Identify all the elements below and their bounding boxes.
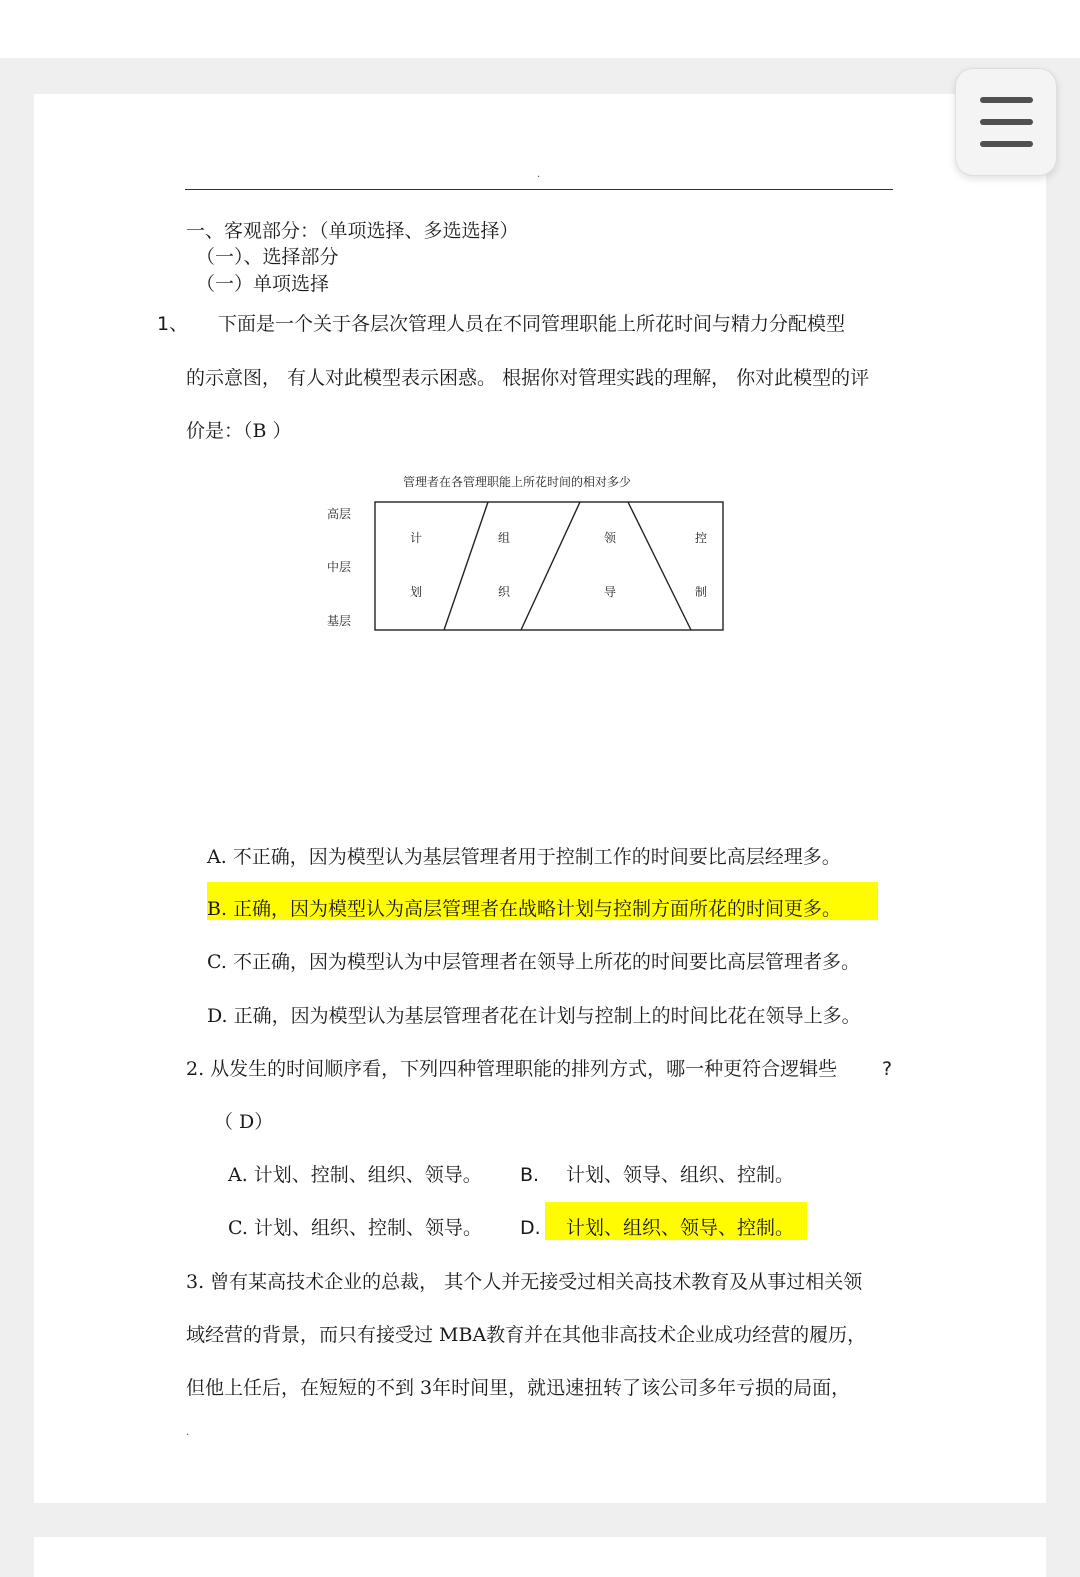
level-label-middle: 中层 (327, 560, 352, 574)
answer-text: （ D） (214, 1111, 274, 1133)
time-allocation-diagram (300, 468, 740, 638)
function-label: 制 (695, 585, 708, 599)
subsection-title: （一）、选择部分 (196, 246, 339, 268)
divider-organizing-leading (521, 502, 580, 630)
option-d: D. 正确，因为模型认为基层管理者花在计划与控制上的时间比花在领导上多。 (207, 1005, 861, 1027)
question-mark: ? (882, 1058, 893, 1080)
level-label-top: 高层 (327, 507, 352, 521)
menu-icon-bar (980, 141, 1033, 147)
option-b: B. 正确，因为模型认为高层管理者在战略计划与控制方面所花的时间更多。 (207, 898, 842, 920)
header-dot: · (537, 172, 541, 183)
function-label: 计 (410, 531, 423, 545)
option-c: C. 计划、组织、控制、领导。 (228, 1217, 482, 1239)
option-b-label: B. (520, 1164, 540, 1186)
header-rule (185, 189, 893, 190)
question-text: 但他上任后，在短短的不到 3年时间里，就迅速扭转了该公司多年亏损的局面， (186, 1377, 851, 1399)
question-text: 的示意图， 有人对此模型表示困惑。 根据你对管理实践的理解， 你对此模型的评 (186, 367, 870, 389)
function-label: 织 (498, 585, 511, 599)
hamburger-menu-icon (980, 97, 1033, 103)
top-bar (0, 0, 1080, 58)
question-text: 价是：（B ） (186, 420, 292, 442)
level-label-bottom: 基层 (327, 614, 352, 628)
function-label: 领 (604, 531, 617, 545)
hamburger-menu-button[interactable] (955, 68, 1057, 176)
question-number: 1、 (157, 313, 189, 335)
question-text: 2. 从发生的时间顺序看，下列四种管理职能的排列方式，哪一种更符合逻辑些 (186, 1058, 838, 1080)
function-label: 导 (604, 585, 617, 599)
question-text: 域经营的背景，而只有接受过 MBA教育并在其他非高技术企业成功经营的履历， (186, 1324, 867, 1346)
option-a: A. 不正确，因为模型认为基层管理者用于控制工作的时间要比高层经理多。 (207, 846, 841, 868)
question-text: 3. 曾有某高技术企业的总裁， 其个人并无接受过相关高技术教育及从事过相关领 (186, 1271, 863, 1293)
footer-dot: · (186, 1430, 190, 1441)
option-a: A. 计划、控制、组织、领导。 (228, 1164, 482, 1186)
subsection-title: （一）单项选择 (196, 273, 330, 295)
divider-leading-controlling (628, 502, 691, 630)
function-label: 组 (498, 531, 511, 545)
diagram-frame (375, 502, 723, 630)
option-c: C. 不正确，因为模型认为中层管理者在领导上所花的时间要比高层管理者多。 (207, 951, 860, 973)
option-d: 计划、组织、领导、控制。 (566, 1217, 795, 1239)
function-label: 控 (695, 531, 708, 545)
question-text: 下面是一个关于各层次管理人员在不同管理职能上所花时间与精力分配模型 (218, 313, 846, 335)
option-d-label: D. (520, 1217, 541, 1239)
menu-icon-bar (980, 119, 1033, 125)
divider-planning-organizing (444, 502, 488, 630)
next-document-page (34, 1537, 1046, 1577)
option-b: 计划、领导、组织、控制。 (566, 1164, 795, 1186)
diagram-caption: 管理者在各管理职能上所花时间的相对多少 (403, 475, 632, 489)
function-label: 划 (410, 585, 423, 599)
section-title: 一、客观部分：（单项选择、多选选择） (186, 220, 519, 242)
